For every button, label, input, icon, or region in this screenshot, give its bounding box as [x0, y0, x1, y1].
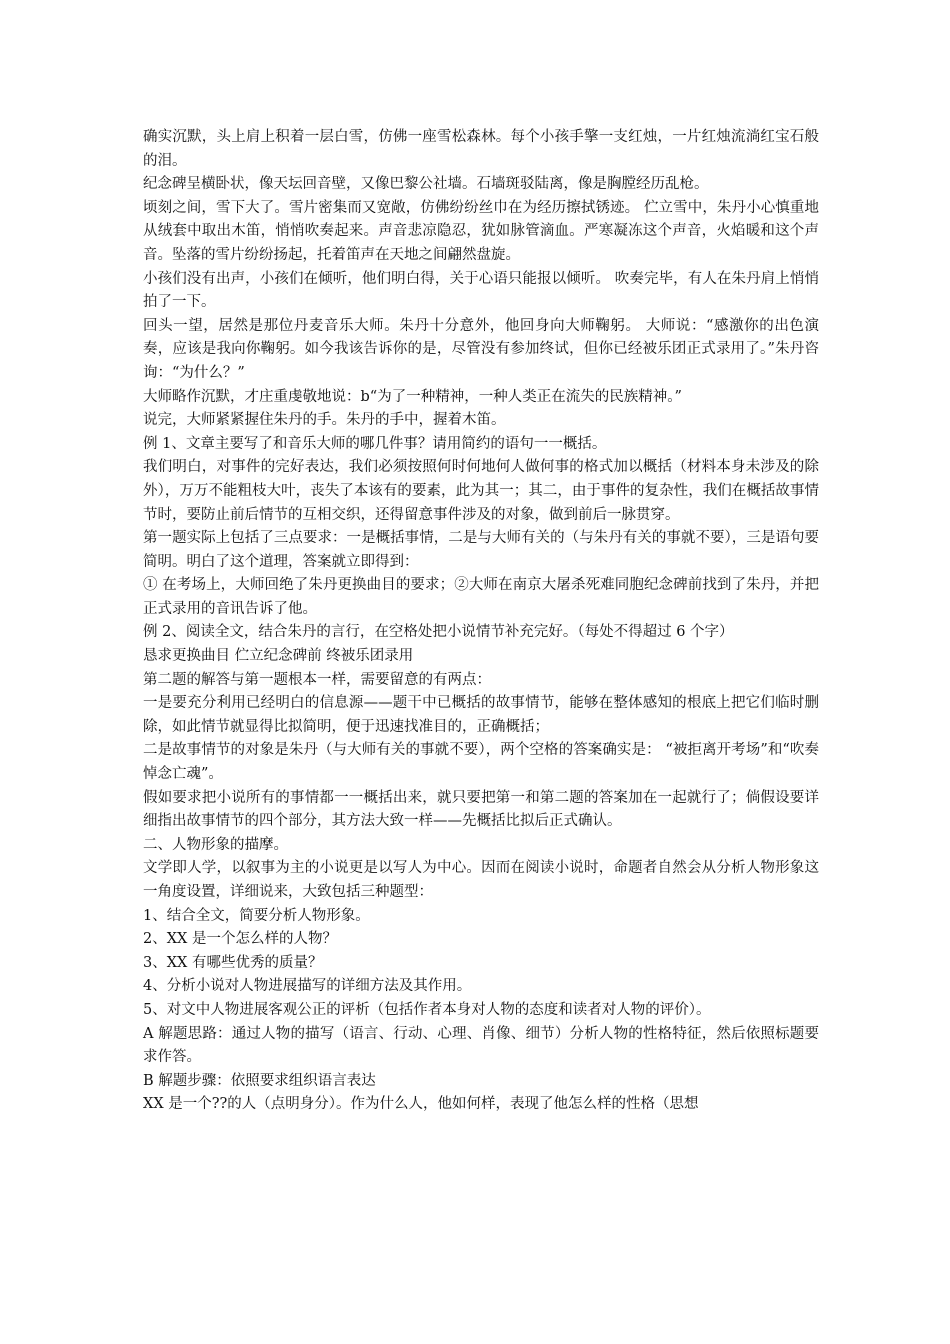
answer-1: ① 在考场上，大师回绝了朱丹更换曲目的要求；②大师在南京大屠杀死难同胞纪念碑前找到了朱丹，并把正式录用的音讯告诉了他。	[143, 577, 819, 617]
paragraph: 小孩们没有出声，小孩们在倾听，他们明白得，关于心语只能报以倾听。 吹奏完毕，有人在朱丹肩上悄悄拍了一下。	[143, 270, 819, 311]
paragraph: 第二题的解答与第一题根本一样，需要留意的有两点：	[143, 671, 491, 688]
list-item: 4、分析小说对人物进展描写的详细方法及其作用。	[143, 978, 472, 995]
paragraph: 确实沉默，头上肩上积着一层白雪，仿佛一座雪松森林。每个小孩手擎一支红烛，一片红烛流淌红宝石般的泪。	[143, 129, 819, 169]
document-body	[143, 126, 819, 1117]
list-item: 1、结合全文，简要分析人物形象。	[143, 907, 370, 924]
paragraph: B 解题步骤：依照要求组织语言表达	[143, 1072, 376, 1089]
paragraph: 二是故事情节的对象是朱丹（与大师有关的事就不要），两个空格的答案确实是： “被拒离开考场”和“吹奏悼念亡魂”。	[143, 742, 819, 783]
example-question-2: 例 2、阅读全文，结合朱丹的言行，在空格处把小说情节补充完好。（每处不得超过 6 个字）	[143, 624, 734, 641]
list-item: 3、XX 有哪些优秀的质量？	[143, 954, 323, 971]
example-question-1: 例 1、文章主要写了和音乐大师的哪几件事？请用简约的语句一一概括。	[143, 435, 607, 452]
section-heading: 二、人物形象的描摩。	[143, 836, 288, 853]
paragraph: XX 是一个??的人（点明身分）。作为什么人，他如何样，表现了他怎么样的性格（思想	[143, 1096, 699, 1113]
list-item: 5、对文中人物进展客观公正的评析（包括作者本身对人物的态度和读者对人物的评价）。	[143, 1001, 711, 1018]
paragraph: 一是要充分利用已经明白的信息源——题干中已概括的故事情节，能够在整体感知的根底上把它们临时删除，如此情节就显得比拟简明，便于迅速找准目的，正确概括；	[143, 695, 819, 735]
paragraph: 文学即人学，以叙事为主的小说更是以写人为中心。因而在阅读小说时，命题者自然会从分析人物形象这一角度设置，详细说来，大致包括三种题型：	[143, 860, 819, 900]
answer-2: 恳求更换曲目 伫立纪念碑前 终被乐团录用	[143, 648, 414, 665]
paragraph: 顷刻之间，雪下大了。雪片密集而又宽敞，仿佛纷纷丝巾在为经历擦拭锈迹。 伫立雪中，朱丹小心慎重地从绒套中取出木笛，悄悄吹奏起来。声音悲凉隐忍，犹如脉管滴血。严寒凝冻这个声音，火焰暖和这个声音。坠落的雪片纷纷扬起，托着笛声在天地之间翩然盘旋。	[143, 199, 819, 263]
paragraph: 假如要求把小说所有的事情都一一概括出来，就只要把第一和第二题的答案加在一起就行了；倘假设要详细指出故事情节的四个部分，其方法大致一样——先概括比拟后正式确认。	[143, 789, 819, 830]
paragraph: 纪念碑呈横卧状，像天坛回音壁，又像巴黎公社墙。石墙斑驳陆离，像是胸膛经历乱枪。	[143, 176, 709, 193]
paragraph: 第一题实际上包括了三点要求：一是概括事情，二是与大师有关的（与朱丹有关的事就不要），三是语句要简明。明白了这个道理，答案就立即得到：	[143, 530, 819, 570]
paragraph: 我们明白，对事件的完好表达，我们必须按照何时何地何人做何事的格式加以概括（材料本身未涉及的除外），万万不能粗枝大叶，丧失了本该有的要素，此为其一；其二，由于事件的复杂性，我们在概括故事情节时，要防止前后情节的互相交织，还得留意事件涉及的对象，做到前后一脉贯穿。	[143, 459, 819, 523]
paragraph: 说完，大师紧紧握住朱丹的手。朱丹的手中，握着木笛。	[143, 412, 506, 429]
paragraph: A 解题思路：通过人物的描写（语言、行动、心理、肖像、细节）分析人物的性格特征，然后依照标题要求作答。	[143, 1025, 819, 1066]
list-item: 2、XX 是一个怎么样的人物？	[143, 931, 337, 948]
paragraph: 大师略作沉默，才庄重虔敬地说：b“为了一种精神，一种人类正在流失的民族精神。”	[143, 388, 682, 405]
paragraph: 回头一望，居然是那位丹麦音乐大师。朱丹十分意外，他回身向大师鞠躬。 大师说：“感激你的出色演奏，应该是我向你鞠躬。如今我该告诉你的是，尽管没有参加终试，但你已经被乐团正式录用了。”朱丹咨询：“为什么？”	[143, 317, 819, 381]
